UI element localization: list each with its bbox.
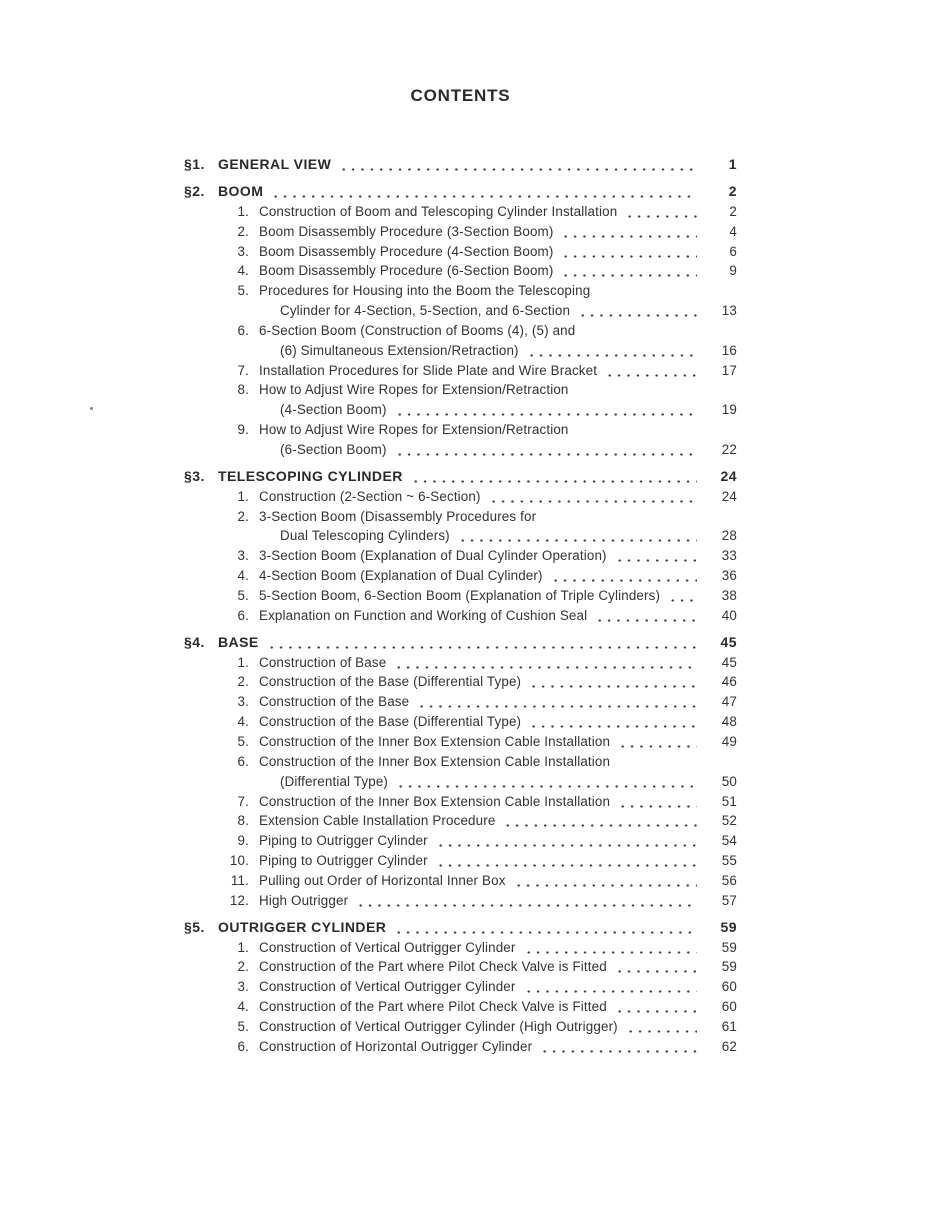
item-number: 2. — [237, 223, 249, 239]
page-number: 46 — [721, 674, 737, 690]
item-number: 12. — [229, 892, 249, 908]
page-number: 45 — [720, 633, 737, 650]
toc-item-line — [184, 997, 737, 1017]
toc-item-line — [184, 938, 737, 958]
dot-leader — [561, 261, 697, 281]
page-number: 59 — [720, 918, 737, 935]
item-number: 4. — [237, 714, 249, 730]
page-number: 1 — [728, 156, 737, 173]
dot-leader — [561, 242, 697, 262]
dot-leader — [436, 831, 697, 851]
dot-leader — [529, 712, 697, 732]
toc-section — [184, 918, 737, 1057]
toc-item-line — [184, 871, 737, 891]
page-number: 24 — [721, 488, 737, 504]
page-number: 2 — [729, 203, 737, 219]
page-number: 48 — [721, 714, 737, 730]
toc-section — [184, 155, 737, 175]
dot-leader — [595, 606, 697, 626]
dot-leader — [615, 997, 697, 1017]
toc-item-line — [184, 526, 737, 546]
toc-item-line — [184, 546, 737, 566]
toc-item-line — [184, 692, 737, 712]
item-text: 3-Section Boom (Explanation of Dual Cylinder Operation) — [259, 548, 607, 564]
dot-leader — [458, 526, 697, 546]
item-number: 2. — [237, 959, 249, 975]
page-number: 38 — [721, 588, 737, 603]
toc-item-line — [184, 301, 737, 321]
page-number: 19 — [721, 402, 737, 418]
dot-leader — [417, 692, 697, 712]
item-number: 7. — [237, 362, 249, 378]
section-title: GENERAL VIEW — [218, 156, 332, 173]
dot-leader — [540, 1037, 697, 1057]
page-number: 51 — [721, 793, 737, 809]
dot-leader — [394, 653, 697, 673]
toc-item-line — [184, 772, 737, 792]
dot-leader — [618, 792, 697, 812]
item-text: Boom Disassembly Procedure (6-Section Boom) — [259, 263, 554, 279]
item-number: 7. — [237, 793, 249, 809]
section-label: §2. — [184, 183, 205, 200]
item-number: 11. — [230, 872, 249, 888]
page-number: 4 — [729, 223, 737, 239]
item-text: Construction of Vertical Outrigger Cylinder — [259, 979, 516, 995]
toc-item-line — [184, 1037, 737, 1057]
item-number: 6. — [237, 753, 249, 769]
item-text: Explanation on Function and Working of Cushion Seal — [259, 607, 588, 623]
section-title: BOOM — [218, 183, 264, 200]
page-number: 55 — [721, 853, 737, 869]
page-number: 60 — [721, 979, 737, 995]
item-number: 4. — [237, 568, 249, 584]
page-number: 47 — [721, 694, 737, 710]
item-number: 6. — [237, 1038, 249, 1054]
page-number: 40 — [721, 607, 737, 623]
toc-section-row — [184, 182, 737, 202]
page-number: 28 — [721, 528, 737, 544]
page-number: 59 — [721, 939, 737, 955]
item-number: 3. — [237, 694, 249, 710]
item-text: Construction of Boom and Telescoping Cylinder Installation — [259, 203, 618, 219]
toc-item-line — [184, 977, 737, 997]
item-text: Construction of the Base — [259, 694, 410, 710]
section-label: §4. — [184, 633, 205, 650]
item-number: 5. — [237, 588, 249, 603]
toc-item-line — [184, 420, 737, 440]
item-text: Dual Telescoping Cylinders) — [280, 528, 450, 544]
item-text: Construction of the Inner Box Extension Cable Installation — [259, 793, 611, 809]
dot-leader — [395, 400, 697, 420]
item-text: Construction of Base — [259, 654, 387, 670]
dot-leader — [503, 811, 697, 831]
toc-section-row — [184, 467, 737, 487]
item-text: Construction of the Inner Box Extension Cable Installation — [259, 753, 611, 769]
item-text: Piping to Outrigger Cylinder — [259, 853, 428, 869]
page-number: 45 — [721, 654, 737, 670]
item-text: Construction of the Inner Box Extension Cable Installation — [259, 734, 611, 749]
item-text: Installation Procedures for Slide Plate and Wire Bracket — [259, 362, 598, 378]
dot-leader — [524, 977, 697, 997]
page-number: 57 — [721, 892, 737, 908]
item-number: 10. — [229, 853, 249, 869]
page-number: 61 — [721, 1018, 737, 1034]
item-number: 8. — [237, 382, 249, 398]
page-number: 62 — [721, 1038, 737, 1054]
item-number: 5. — [237, 1018, 249, 1034]
toc-item-line — [184, 222, 737, 242]
dot-leader — [578, 301, 697, 321]
page-number: 6 — [729, 243, 737, 259]
toc-section-row — [184, 918, 737, 938]
item-text: Construction of Vertical Outrigger Cylinder — [259, 939, 516, 955]
toc-item-line — [184, 242, 737, 262]
section-title: OUTRIGGER CYLINDER — [218, 918, 387, 935]
dot-leader — [267, 633, 697, 653]
toc-item-line — [184, 566, 737, 586]
page-number: 36 — [721, 568, 737, 584]
item-number: 3. — [237, 979, 249, 995]
item-text: Extension Cable Installation Procedure — [259, 813, 496, 829]
toc-item-line — [184, 380, 737, 400]
toc-item-line — [184, 507, 737, 527]
toc-item-line — [184, 321, 737, 341]
toc-item-line — [184, 202, 737, 222]
toc-item-line — [184, 440, 737, 460]
dot-leader — [551, 566, 697, 586]
section-title: BASE — [218, 633, 259, 650]
dot-leader — [489, 487, 697, 507]
item-text: (4-Section Boom) — [280, 402, 387, 418]
page-number: 13 — [721, 303, 737, 319]
section-title: TELESCOPING CYLINDER — [218, 467, 403, 484]
page-number: 16 — [721, 342, 737, 358]
page-title: CONTENTS — [410, 86, 511, 105]
page-number: 54 — [721, 833, 737, 849]
stray-mark — [90, 407, 93, 410]
toc-section-row — [184, 633, 737, 653]
toc-item-line — [184, 851, 737, 871]
item-number: 5. — [237, 734, 249, 749]
dot-leader — [626, 1017, 697, 1037]
section-label: §3. — [184, 467, 205, 484]
page-number: 59 — [721, 959, 737, 975]
item-text: (6-Section Boom) — [280, 442, 387, 457]
item-text: 3-Section Boom (Disassembly Procedures for — [259, 508, 537, 524]
toc-item-line — [184, 606, 737, 626]
toc-section — [184, 633, 737, 911]
toc-item-line — [184, 400, 737, 420]
toc-item-line — [184, 487, 737, 507]
page-number: 2 — [728, 183, 737, 200]
dot-leader — [561, 222, 697, 242]
item-number: 1. — [237, 203, 249, 219]
dot-leader — [524, 938, 697, 958]
page-number: 49 — [721, 734, 737, 749]
item-number: 3. — [237, 243, 249, 259]
item-text: 5-Section Boom, 6-Section Boom (Explanation of Triple Cylinders) — [259, 588, 661, 603]
toc-item-line — [184, 732, 737, 752]
page-number: 33 — [721, 548, 737, 564]
item-text: Cylinder for 4-Section, 5-Section, and 6-Section — [280, 303, 571, 319]
dot-leader — [668, 586, 697, 606]
page-number: 56 — [721, 872, 737, 888]
item-number: 1. — [237, 654, 249, 670]
toc-item-line — [184, 1017, 737, 1037]
dot-leader — [394, 918, 697, 938]
item-number: 6. — [237, 322, 249, 338]
toc-item-line — [184, 957, 737, 977]
toc-item-line — [184, 653, 737, 673]
item-text: Boom Disassembly Procedure (3-Section Boom) — [259, 223, 554, 239]
item-text: How to Adjust Wire Ropes for Extension/Retraction — [259, 382, 569, 398]
toc-item-line — [184, 672, 737, 692]
item-text: Piping to Outrigger Cylinder — [259, 833, 428, 849]
item-text: (Differential Type) — [280, 773, 389, 789]
page-number: 60 — [721, 999, 737, 1015]
toc-item-line — [184, 281, 737, 301]
dot-leader — [396, 772, 697, 792]
toc-item-line — [184, 361, 737, 381]
toc-item-line — [184, 712, 737, 732]
dot-leader — [615, 957, 697, 977]
toc-item-line — [184, 811, 737, 831]
dot-leader — [356, 891, 697, 911]
dot-leader — [615, 546, 697, 566]
dot-leader — [436, 851, 697, 871]
section-label: §1. — [184, 156, 205, 173]
item-number: 4. — [237, 999, 249, 1015]
item-number: 9. — [237, 422, 249, 438]
toc-item-line — [184, 792, 737, 812]
dot-leader — [271, 182, 697, 202]
item-text: Procedures for Housing into the Boom the Telescoping — [259, 283, 591, 299]
toc-item-line — [184, 341, 737, 361]
table-of-contents — [184, 148, 737, 1057]
toc-item-line — [184, 831, 737, 851]
item-text: High Outrigger — [259, 892, 349, 908]
toc-section-row — [184, 155, 737, 175]
dot-leader — [411, 467, 697, 487]
item-text: Construction of Vertical Outrigger Cylinder (High Outrigger) — [259, 1018, 618, 1034]
item-number: 6. — [237, 607, 249, 623]
item-number: 1. — [237, 488, 249, 504]
item-text: 4-Section Boom (Explanation of Dual Cylinder) — [259, 568, 543, 584]
toc-item-line — [184, 261, 737, 281]
item-text: Construction of Horizontal Outrigger Cylinder — [259, 1038, 533, 1054]
item-text: How to Adjust Wire Ropes for Extension/Retraction — [259, 422, 569, 438]
dot-leader — [514, 871, 697, 891]
page-number: 9 — [729, 263, 737, 279]
page-number: 52 — [721, 813, 737, 829]
item-text: (6) Simultaneous Extension/Retraction) — [280, 342, 519, 358]
toc-item-line — [184, 891, 737, 911]
item-text: Construction of the Part where Pilot Check Valve is Fitted — [259, 959, 607, 975]
item-number: 1. — [237, 939, 249, 955]
dot-leader — [605, 361, 697, 381]
item-number: 9. — [237, 833, 249, 849]
dot-leader — [395, 440, 697, 460]
item-number: 2. — [237, 508, 249, 524]
toc-item-line — [184, 586, 737, 606]
item-text: Construction of the Base (Differential Type) — [259, 674, 522, 690]
section-label: §5. — [184, 918, 205, 935]
dot-leader — [625, 202, 697, 222]
item-number: 5. — [237, 283, 249, 299]
page-number: 17 — [721, 362, 737, 378]
dot-leader — [618, 732, 697, 752]
item-number: 3. — [237, 548, 249, 564]
item-number: 4. — [237, 263, 249, 279]
dot-leader — [527, 341, 697, 361]
toc-section — [184, 182, 737, 460]
page-number: 22 — [721, 442, 737, 457]
toc-section — [184, 467, 737, 626]
item-text: Pulling out Order of Horizontal Inner Box — [259, 872, 506, 888]
page-number: 24 — [720, 467, 737, 484]
item-text: Construction (2-Section ~ 6-Section) — [259, 488, 481, 504]
item-text: Construction of the Base (Differential Type) — [259, 714, 522, 730]
toc-item-line — [184, 752, 737, 772]
item-number: 8. — [237, 813, 249, 829]
item-text: 6-Section Boom (Construction of Booms (4), (5) and — [259, 322, 576, 338]
item-number: 2. — [237, 674, 249, 690]
page-number: 50 — [721, 773, 737, 789]
item-text: Boom Disassembly Procedure (4-Section Boom) — [259, 243, 554, 259]
dot-leader — [529, 672, 697, 692]
dot-leader — [339, 155, 697, 175]
item-text: Construction of the Part where Pilot Check Valve is Fitted — [259, 999, 607, 1015]
